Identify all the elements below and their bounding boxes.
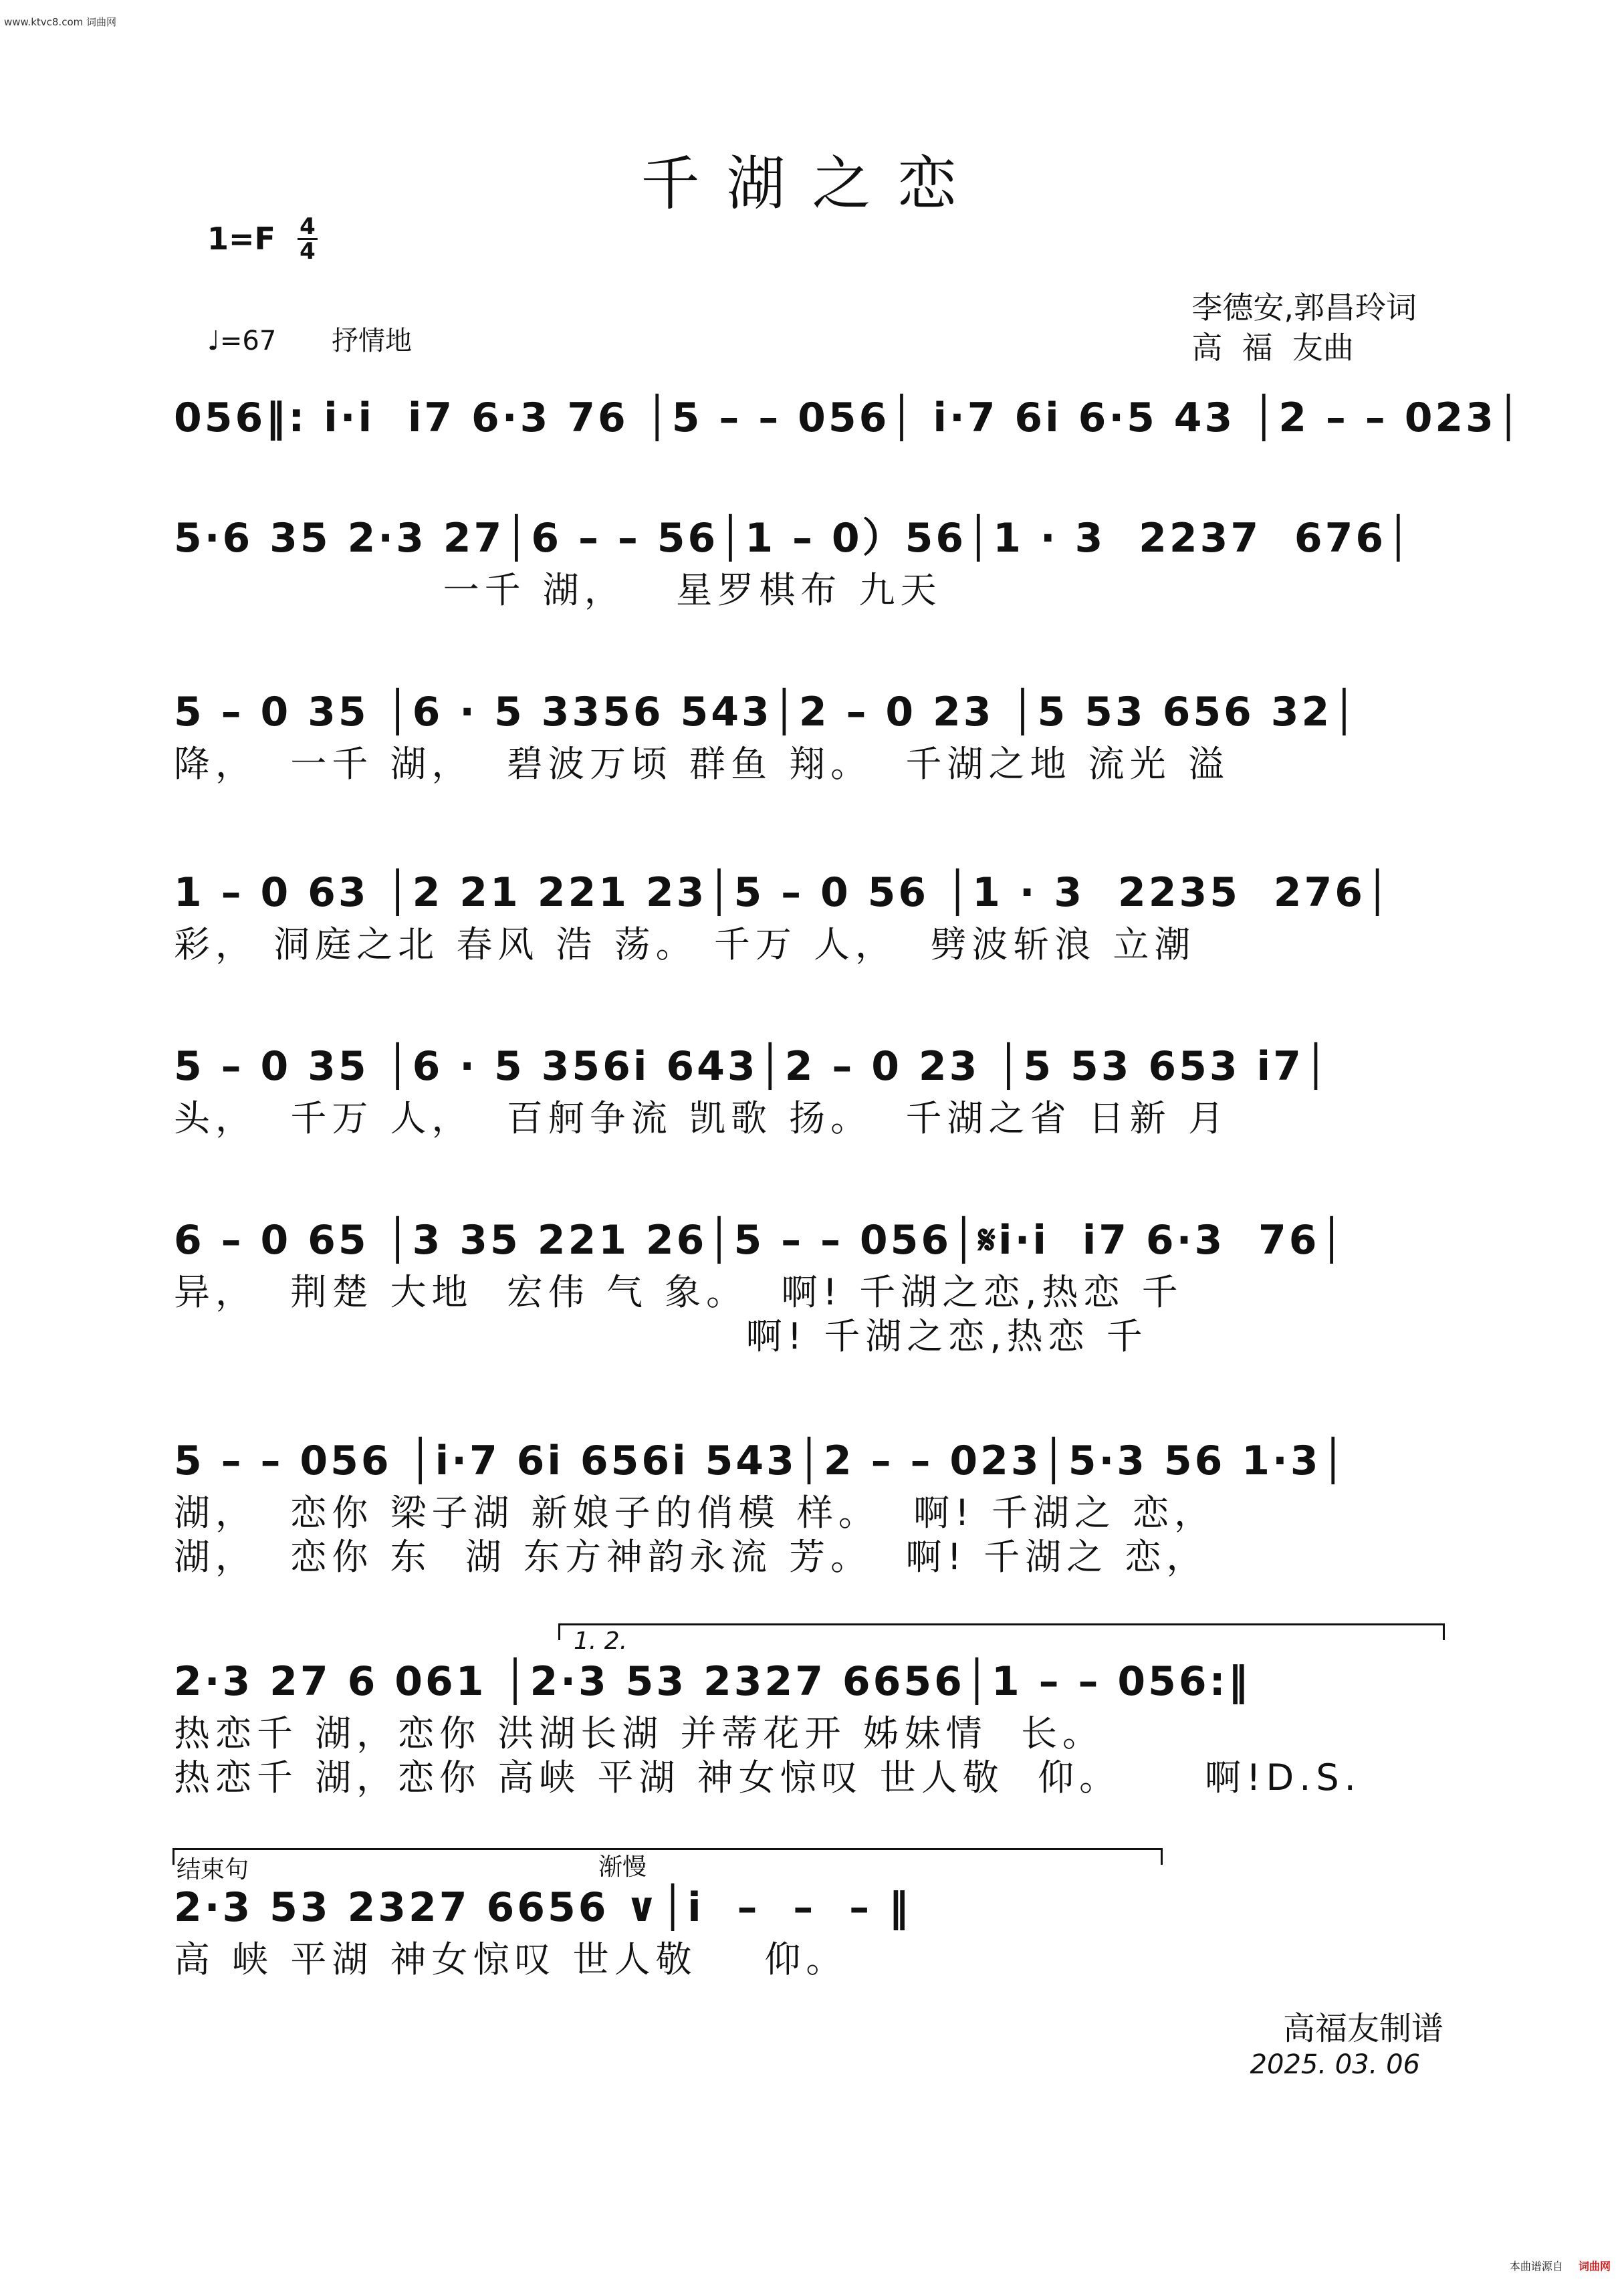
lyrics-verse-1: 高 峡 平湖 神女惊叹 世人敬 仰。 [174,1938,848,1980]
footer-source: 本曲谱源自 [1509,2260,1563,2273]
key-signature: 1=F [207,221,275,257]
time-top: 4 [300,213,316,240]
system-9 [174,1877,1444,1982]
notation-line: 5·6 35 2·3 27│6 – – 56│1 – 0）56│1 · 3 2237 676│ [174,515,1413,562]
time-signature [298,215,318,263]
transcription-date: 2025. 03. 06 [1250,2049,1420,2080]
transcriber: 高福友制谱 [1282,2010,1443,2047]
tempo-marking [207,320,412,358]
lyrics-verse-2: 啊! 千湖之恋,热恋 千 [174,1315,1148,1357]
lyrics-verse-1: 一千 湖， 星罗棋布 九天 [174,569,942,611]
system-5 [174,1036,1444,1141]
notation-line: 5 – 0 35 │6 · 5 356i 643│2 – 0 23 │5 53 653 i7│ [174,1043,1330,1090]
site-watermark: www.ktvc8.com 词曲网 [4,16,117,28]
system-1 [174,388,1524,448]
composer-credit: 高 福 友曲 [1191,330,1354,366]
notation-line: 1 – 0 63 │2 21 221 23│5 – 0 56 │1 · 3 2235 276│ [174,869,1393,916]
system-6 [174,1210,1444,1359]
footer [1510,2258,1611,2273]
lyrics-verse-1: 彩， 洞庭之北 春风 浩 荡。 千万 人， 劈波斩浪 立潮 [174,923,1196,965]
lyrics-verse-2: 热恋千 湖，恋你 高峡 平湖 神女惊叹 世人敬 仰。 啊!D.S. [174,1756,1361,1799]
ritardando-label: 渐慢 [598,1853,647,1881]
system-2 [174,508,1444,612]
notation-line: 5 – – 056 │i·7 6i 656i 543│2 – – 023│5·3 56 1·3│ [174,1438,1348,1484]
notation-line: 2·3 27 6 061 │2·3 53 2327 6656│1 – – 056:‖ [174,1658,1251,1705]
lyrics-verse-1: 头， 千万 人， 百舸争流 凯歌 扬。 千湖之省 日新 月 [174,1097,1230,1139]
system-7 [174,1431,1444,1579]
song-title: 千湖之恋 [641,149,983,218]
ending-bracket [172,1848,1163,1865]
lyrics-verse-1: 降， 一千 湖， 碧波万顷 群鱼 翔。 千湖之地 流光 溢 [174,743,1230,785]
time-bottom: 4 [298,238,318,263]
volta-bracket [558,1623,1445,1640]
tempo-value: ♩=67 [207,326,277,356]
lyrics-verse-1: 湖， 恋你 梁子湖 新娘子的俏模 样。 啊! 千湖之 恋， [174,1492,1216,1534]
notation-line: 056‖: i·i i7 6·3 76 │5 – – 056│ i·7 6i 6·5 43 │2 – – 023│ [174,394,1524,441]
lyrics-verse-1: 热恋千 湖，恋你 洪湖长湖 并蒂花开 姊妹情 长。 [174,1712,1104,1754]
notation-line: 6 – 0 65 │3 35 221 26│5 – – 056│𝄋i·i i7 6·3 76│ [174,1217,1347,1264]
notation-line: 2·3 53 2327 6656 ∨│i – – – ‖ [174,1884,911,1931]
lyrics-verse-1: 异， 荆楚 大地 宏伟 气 象。 啊! 千湖之恋,热恋 千 [174,1271,1183,1313]
system-4 [174,863,1444,967]
expression-marking: 抒情地 [332,326,412,356]
lyricist-credit: 李德安,郭昌玲词 [1191,290,1417,326]
notation-line: 5 – 0 35 │6 · 5 3356 543│2 – 0 23 │5 53 656 32│ [174,689,1359,735]
system-8 [174,1651,1444,1800]
credits [1191,288,1417,368]
system-3 [174,682,1444,786]
lyrics-verse-2: 湖， 恋你 东 湖 东方神韵永流 芳。 啊! 千湖之 恋， [174,1536,1208,1578]
footer-brand: 词曲网 [1578,2260,1611,2273]
volta-label: 1. 2. [574,1627,628,1655]
ending-label: 结束句 [177,1856,249,1883]
